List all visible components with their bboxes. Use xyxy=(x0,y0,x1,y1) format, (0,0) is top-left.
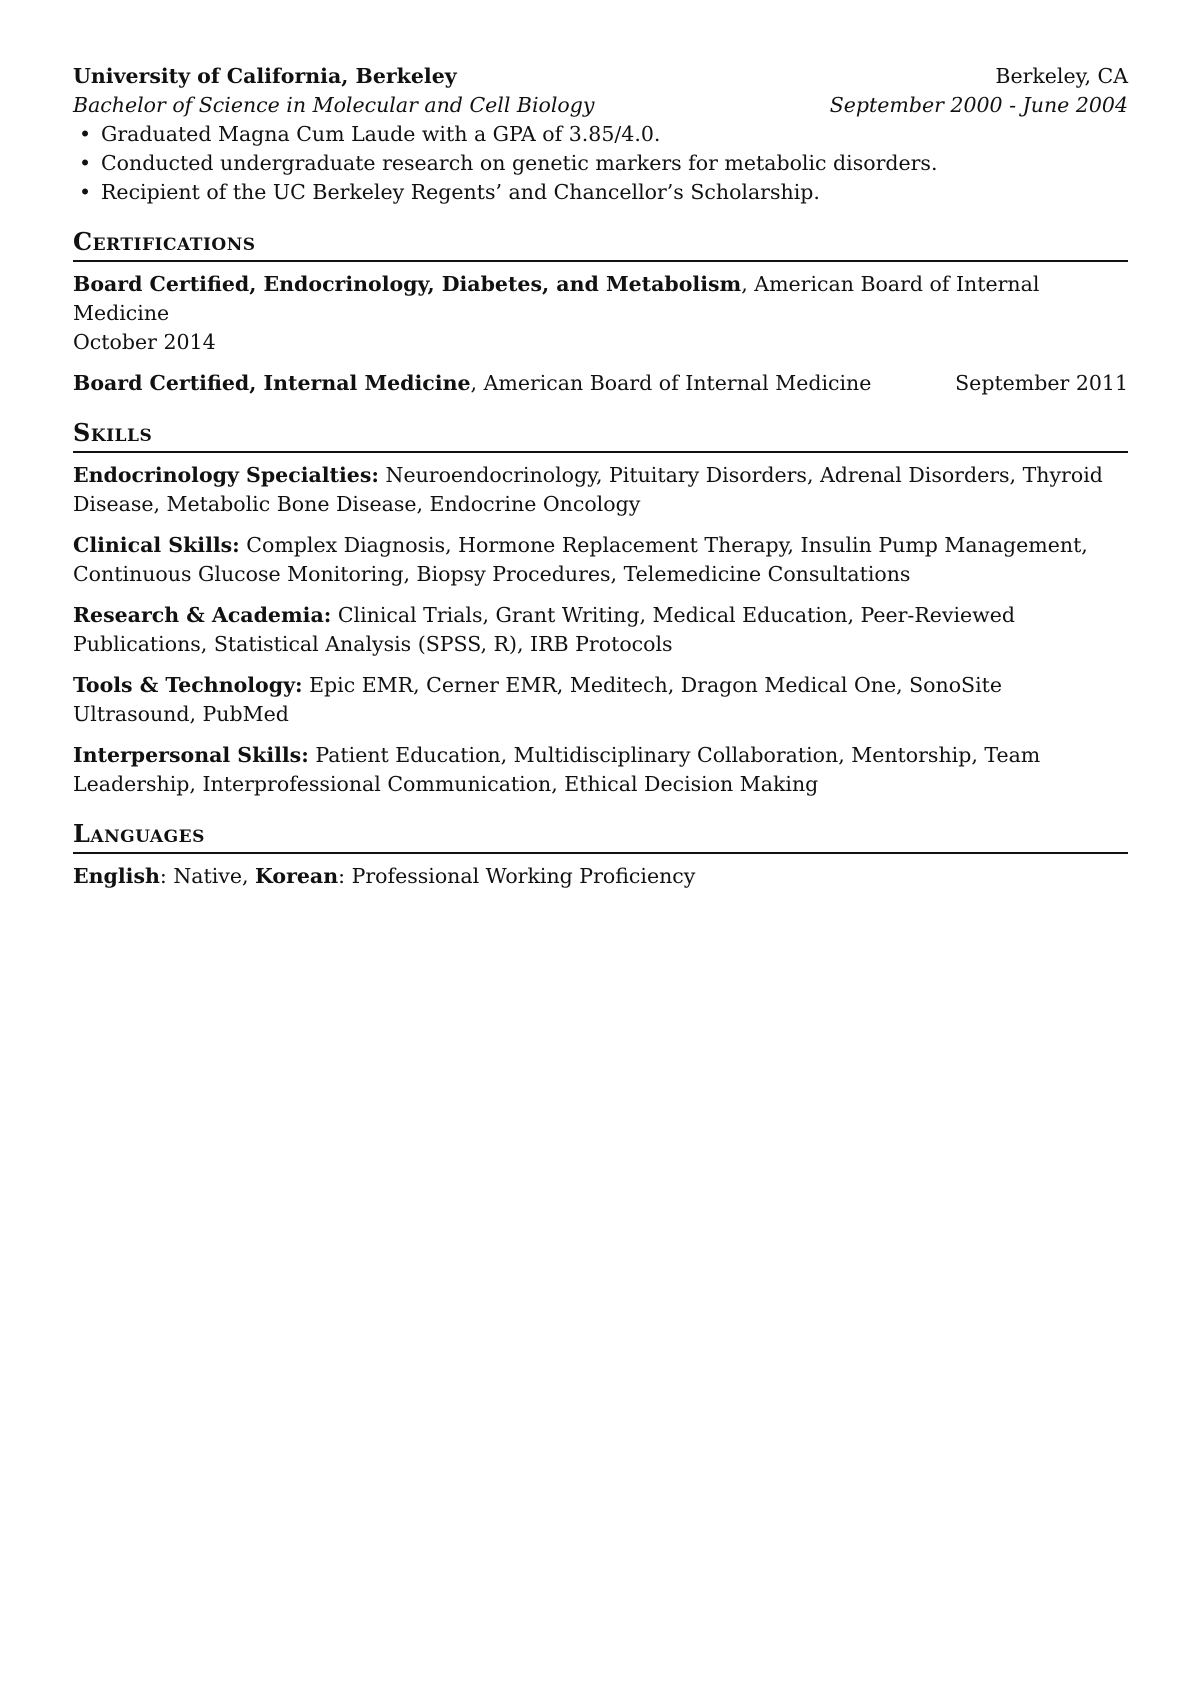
skill-label: Tools & Technology: xyxy=(73,673,303,697)
list-item xyxy=(73,178,1128,207)
bullet-icon: • xyxy=(79,151,92,175)
skill-item xyxy=(73,601,1128,659)
skill-label: Clinical Skills: xyxy=(73,533,240,557)
education-entry xyxy=(73,62,1128,207)
cert-name: Board Certified, Internal Medicine xyxy=(73,371,471,395)
language-level: Native xyxy=(173,864,242,888)
skill-label: Research & Academia: xyxy=(73,603,332,627)
education-bullets xyxy=(73,120,1128,207)
certifications-section xyxy=(73,227,1128,398)
skill-text: Complex Diagnosis, Hormone Replacement Therapy, Insulin Pump Management, Continuous Glucose Monitoring, Biopsy Procedures, Telemedicine Consultations xyxy=(73,533,1088,586)
bullet-icon: • xyxy=(79,180,92,204)
skill-item xyxy=(73,671,1128,729)
separator: , xyxy=(470,371,484,395)
school-name: University of California, Berkeley xyxy=(73,64,457,88)
bullet-text: Recipient of the UC Berkeley Regents’ and Chancellor’s Scholarship. xyxy=(101,180,820,204)
language-name: English xyxy=(73,864,160,888)
list-item xyxy=(73,149,1128,178)
skills-section xyxy=(73,418,1128,799)
degree: Bachelor of Science in Molecular and Cell Biology xyxy=(73,93,595,117)
resume-page xyxy=(73,62,1128,891)
bullet-icon: • xyxy=(79,122,92,146)
skill-text: Epic EMR, Cerner EMR, Meditech, Dragon Medical One, SonoSite Ultrasound, PubMed xyxy=(73,673,1003,726)
school-location: Berkeley, CA xyxy=(995,64,1128,88)
separator: : xyxy=(159,864,174,888)
bullet-text: Graduated Magna Cum Laude with a GPA of 3.85/4.0. xyxy=(101,122,661,146)
certification-item xyxy=(73,369,1128,398)
skill-text: Neuroendocrinology, Pituitary Disorders, Adrenal Disorders, Thyroid Disease, Metabolic Bone Disease, Endocrine Oncology xyxy=(73,463,1103,516)
skill-text: Clinical Trials, Grant Writing, Medical Education, Peer-Reviewed Publications, Statistical Analysis (SPSS, R), IRB Protocols xyxy=(73,603,1015,656)
cert-date: September 2011 xyxy=(955,371,1128,395)
skill-label: Interpersonal Skills: xyxy=(73,743,309,767)
language-name: Korean xyxy=(255,864,339,888)
cert-org: American Board of Internal Medicine xyxy=(73,272,1040,325)
separator: , xyxy=(741,272,755,296)
language-level: Professional Working Proficiency xyxy=(351,864,696,888)
list-item xyxy=(73,120,1128,149)
skill-item xyxy=(73,461,1128,519)
section-title: Languages xyxy=(73,819,1128,854)
bullet-text: Conducted undergraduate research on genetic markers for metabolic disorders. xyxy=(101,151,938,175)
skill-text: Patient Education, Multidisciplinary Collaboration, Mentorship, Team Leadership, Interprofessional Communication, Ethical Decision Making xyxy=(73,743,1041,796)
separator: : xyxy=(338,864,352,888)
cert-org: American Board of Internal Medicine xyxy=(483,371,872,395)
section-title: Skills xyxy=(73,418,1128,453)
separator: , xyxy=(242,864,256,888)
certification-item xyxy=(73,270,1128,357)
cert-date: October 2014 xyxy=(73,330,216,354)
languages-line xyxy=(73,862,1128,891)
languages-section xyxy=(73,819,1128,891)
skill-item xyxy=(73,741,1128,799)
skill-label: Endocrinology Specialties: xyxy=(73,463,379,487)
cert-name: Board Certified, Endocrinology, Diabetes, and Metabolism xyxy=(73,272,742,296)
section-title: Certifications xyxy=(73,227,1128,262)
education-dates: September 2000 - June 2004 xyxy=(829,93,1128,117)
skill-item xyxy=(73,531,1128,589)
